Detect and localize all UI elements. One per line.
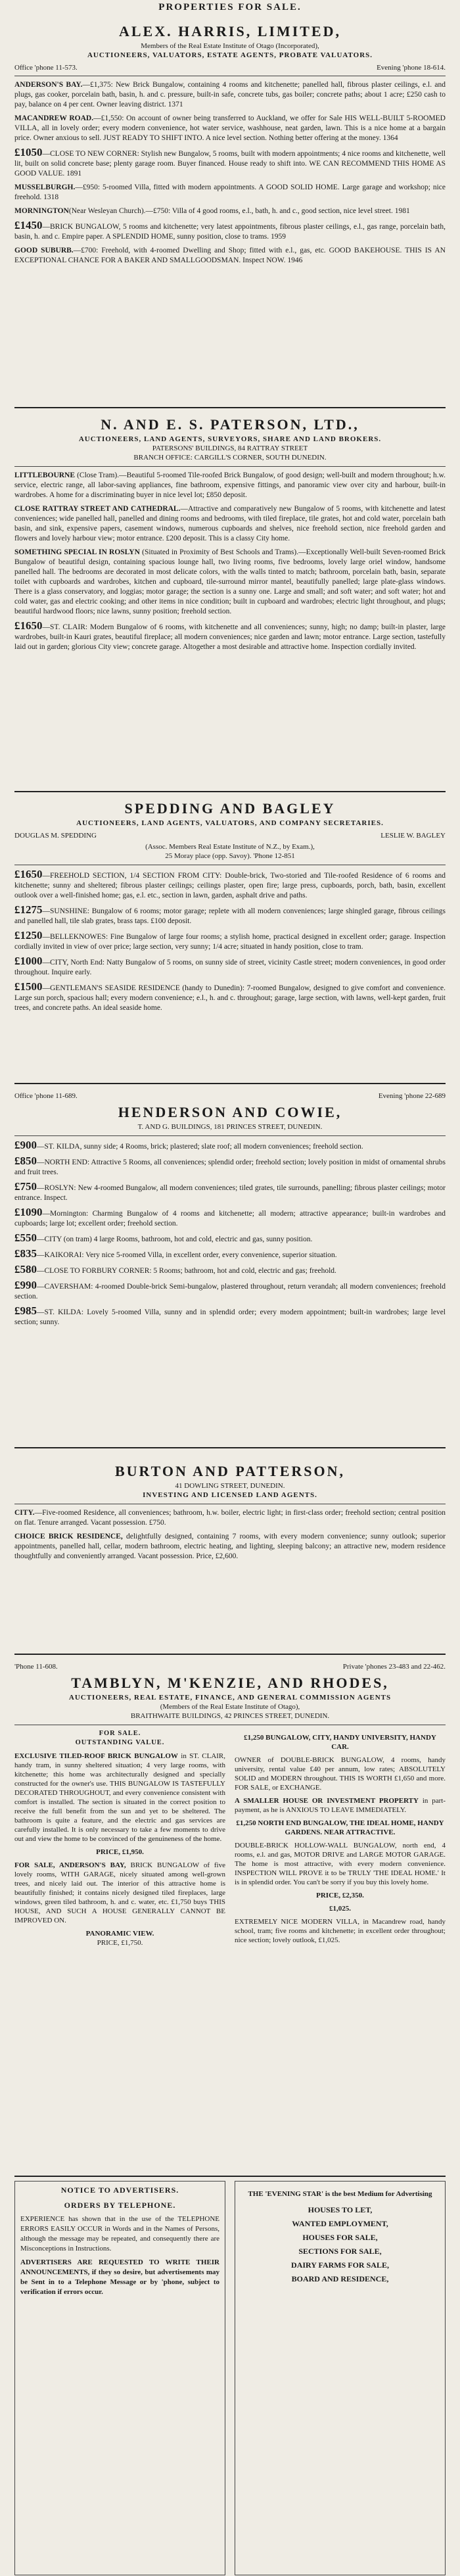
listing-item: GOOD SUBURB.—£700: Freehold, with 4-roomed Dwelling and Shop; fitted with e.l., gas, etc. GOOD BAKEHOUSE. THIS IS AN EXCEPTIONAL CHANCE FOR A BAKER AND SMALLGOODSMAN. Inspect NOW. 1946 [14,247,446,264]
category-item: HOUSES TO LET, [308,2205,373,2214]
listing-item: £1050—CLOSE TO NEW CORNER: Stylish new Bungalow, 5 rooms, built with modern appointments; 4 nice rooms and kitchenette, well lit, built on solid concrete base; plenty garage room. Buyer financed. House ready to shift into. WE CAN RECOMMEND THIS HOME AS GOOD VALUE. 1891 [14,146,446,178]
category-item: BOARD AND RESIDENCE, [291,2274,389,2283]
notice-to-advertisers [14,2181,225,2575]
listing-price: PRICE, £2,350. [316,1892,364,1899]
henderson-office-phone: Office 'phone 11-689. [14,1092,78,1100]
harris-firm-name: ALEX. HARRIS, LIMITED, [119,23,341,39]
listing-heading: £1,025. [329,1905,351,1913]
divider [14,2176,446,2177]
tamblyn-columns [14,1729,446,1951]
tamblyn-membership: (Members of the Real Estate Institute of Otago), [160,1703,300,1711]
tamblyn-phone: 'Phone 11-608. [14,1663,58,1671]
harris-listings [14,80,446,266]
paterson-firm-name: N. AND E. S. PATERSON, LTD., [101,416,359,433]
listing-item: EXTREMELY NICE MODERN VILLA, in Macandrew road, handy school, tram; five rooms and kitchenette; in excellent order throughout; nice section; lovely outlook, £1,025. [235,1918,446,1944]
harris-roles: AUCTIONEERS, VALUATORS, ESTATE AGENTS, PROBATE VALUATORS. [87,51,373,59]
spedding-roles: AUCTIONEERS, LAND AGENTS, VALUATORS, AND COMPANY SECRETARIES. [76,819,384,827]
listing-item: £750—ROSLYN: New 4-roomed Bungalow, all modern conveniences; tiled grates, tile surrounds, panelling; fibrous plaster ceilings; motor entrance. Inspect. [14,1180,446,1202]
notice-body: EXPERIENCE has shown that in the use of the TELEPHONE ERRORS EASILY OCCUR in Words and in the Names of Persons, although the message may be repeated, and consequently there are Misconceptions in Instructions. [20,2215,219,2253]
burton-firm-name: BURTON AND PATTERSON, [114,1463,346,1479]
listing-item: £990—CAVERSHAM: 4-roomed Double-brick Semi-bungalow, plastered throughout, return verandah; all modern conveniences; freehold section. [14,1279,446,1300]
listing-item: A SMALLER HOUSE OR INVESTMENT PROPERTY in part-payment, as he is ANXIOUS TO LEAVE IMMEDIATELY. [235,1797,446,1814]
listing-item: £835—KAIKORAI: Very nice 5-roomed Villa, in excellent order, every convenience, superior situation. [14,1247,337,1260]
paterson-roles: AUCTIONEERS, LAND AGENTS, SURVEYORS, SHARE AND LAND BROKERS. [78,435,382,443]
notices-row [14,2181,446,2575]
spedding-address: 25 Moray place (opp. Savoy). 'Phone 12-851 [165,852,295,860]
listing-item: OWNER of DOUBLE-BRICK BUNGALOW, 4 rooms, handy university, rental value £40 per annum, low rates; ABSOLUTELY SOLID and MODERN throughout. THIS IS WORTH £1,650 and more. FOR SALE, or EXCHANGE. [235,1756,446,1792]
evening-star-panel [235,2181,446,2575]
listing-item: CLOSE RATTRAY STREET AND CATHEDRAL.—Attractive and comparatively new Bungalow of 5 rooms, with kitchenette and latest conveniences; wide panelled hall, panelled and dining rooms and bedrooms, with tiled fireplace, tile grates, hot and cold water, porcelain bath basin, and sink, expensive papers, casement windows, numerous cupboards and shelves, nice freehold section, nice freehold garden and flowers and lovely harbour view; motor entrance. £200 deposit. This is a classy City home. [14,505,446,542]
paterson-address: PATERSONS' BUILDINGS, 84 RATTRAY STREET [152,444,308,452]
listing-item: £1275—SUNSHINE: Bungalow of 6 rooms; motor garage; replete with all modern conveniences; large shingled garage, fibrous ceilings and panelled hall, tile slab grates, brass taps. £100 deposit. [14,903,446,925]
category-item: WANTED EMPLOYMENT, [292,2219,388,2228]
category-item: DAIRY FARMS FOR SALE, [291,2260,389,2270]
paterson-branch: BRANCH OFFICE: CARGILL'S CORNER, SOUTH DUNEDIN. [133,454,327,462]
burton-roles: INVESTING AND LICENSED LAND AGENTS. [143,1491,317,1499]
listing-item: LITTLEBOURNE (Close Tram).—Beautiful 5-roomed Tile-roofed Brick Bungalow, of good design; well-built and modern throughout; h.w. service, electric range, all labor-saving appliances, fine bathroom, expensive fittings, and panoramic view over city and harbour, built-in wardrobes. A home for a discriminating buyer in nice level lot; £850 deposit. [14,471,446,499]
paterson-advert [14,412,446,787]
divider [14,1654,446,1655]
listing-item: ANDERSON'S BAY.—£1,375: New Brick Bungalow, containing 4 rooms and kitchenette; panelled hall, fibrous plaster ceilings, e.l. and plugs, gas cooker, porcelain bath, basin, h. and c. pressure, built-in safe, concrete tubs, gas boiler; concrete paths; about 1 acre; £250 cash to pay, balance on 4 per cent. Owner leaving district. 1371 [14,81,446,108]
henderson-phones [14,1092,446,1100]
spedding-partners [14,832,446,840]
listing-item: £985—ST. KILDA: Lovely 5-roomed Villa, sunny and in splendid order; every modern appointment; built-in wardrobes; large level section; sunny. [14,1304,446,1326]
henderson-advert [14,1088,446,1443]
listing-item: MACANDREW ROAD.—£1,550: On account of owner being transferred to Auckland, we offer for Sale HIS WELL-BUILT 5-ROOMED VILLA, all in lovely order; every modern convenience, hot water service, washhouse, neat garden, lawn. This is a nice home at a bargain price. Owner anxious to sell. JUST READY TO SHIFT INTO. A nice level section. Nothing better offering at the money. 1364 [14,114,446,142]
spedding-firm-name: SPEDDING AND BAGLEY [124,800,336,817]
listing-price: PRICE, £1,950. [96,1848,144,1856]
henderson-address: T. AND G. BUILDINGS, 181 PRINCES STREET, DUNEDIN. [137,1123,323,1131]
listing-item: EXCLUSIVE TILED-ROOF BRICK BUNGALOW in ST. CLAIR, handy tram, in sunny sheltered situation; 4 very large rooms, with kitchenette; this home was architecturally designed and specially constructed for the owner's use. THIS BUNGALOW IS TASTEFULLY DECORATED THROUGHOUT, and every convenience consistent with comfort is installed. The section is situated in the correct position to receive the full benefit from the sun and yet to be sheltered. The bathroom is quite a feature, and the electric and gas services are carefully installed. It is only necessary to take a few moments to drive out and view the home to be convinced of the genuineness of the home. [14,1752,226,1843]
category-item: HOUSES FOR SALE, [302,2233,378,2242]
listing-item: £1500—GENTLEMAN'S SEASIDE RESIDENCE (handy to Dunedin): 7-roomed Bungalow, designed to give comfort and convenience. Large sun porch, spacious hall; every modern convenience; e.l., h. and c. throughout; garage, large section, with lawns, well-kept garden, fruit trees, and concrete paths. An ideal seaside home. [14,980,446,1012]
burton-address: 41 DOWLING STREET, DUNEDIN. [175,1482,285,1490]
notice-title: NOTICE TO ADVERTISERS. [60,2185,179,2195]
tamblyn-roles: AUCTIONEERS, REAL ESTATE, FINANCE, AND GENERAL COMMISSION AGENTS [68,1694,392,1702]
listing-item: MORNINGTON(Near Wesleyan Church).—£750: Villa of 4 good rooms, e.l., bath, h. and c., good section, nice level street. 1981 [14,207,410,215]
harris-membership: Members of the Real Estate Institute of Otago (Incorporated), [141,42,319,50]
listing-item: £550—CITY (on tram) 4 large Rooms, bathroom, hot and cold, electric and gas, sunny position. [14,1231,313,1244]
tamblyn-left-column [14,1729,225,1951]
listing-heading: £1,250 NORTH END BUNGALOW, THE IDEAL HOME, HANDY GARDENS. NEAR ATTRACTIVE. [236,1819,444,1836]
tamblyn-firm-name: TAMBLYN, M'KENZIE, AND RHODES, [71,1675,389,1691]
spedding-partner: DOUGLAS M. SPEDDING [14,832,97,840]
listing-item: £1650—ST. CLAIR: Modern Bungalow of 6 rooms, with kitchenette and all conveniences; sunny, high; no damp; built-in plaster, large wardrobes, built-in Kauri grates, beautiful fireplace; all modern conveniences; nice garden and lawn; motor entrance. Large section, tastefully laid out in garden; glorious City view; concrete garage. Altogether a most desirable and attractive home. Inspection cordially invited. [14,619,446,651]
listing-price: PANORAMIC VIEW. PRICE, £1,750. [85,1930,154,1947]
listing-item: £1450—BRICK BUNGALOW, 5 rooms and kitchenette; very latest appointments, fibrous plaster ceilings, e.l., gas range, porcelain bath, basin, h. and c. Empire paper. A SPLENDID HOME, sunny position, close to trams. 1959 [14,219,446,241]
category-item: SECTIONS FOR SALE, [298,2247,382,2256]
tamblyn-advert [14,1659,446,2172]
divider [14,1135,446,1136]
harris-office-phone: Office 'phone 11-573. [14,64,78,72]
listing-heading: £1,250 BUNGALOW, CITY, HANDY UNIVERSITY, HANDY CAR. [244,1734,436,1751]
tamblyn-right-column [235,1729,446,1951]
listing-item: CHOICE BRICK RESIDENCE, delightfully designed, containing 7 rooms, with every modern convenience; sunny outlook; superior appointments, panelled hall, cellar, modern bathroom, electric heating, and lighting, sleeping balcony; an attractive new, modern residence thoughtfully and conveniently arranged. Vacant possession. Price, £2,600. [14,1533,446,1560]
notice-subtitle: ORDERS BY TELEPHONE. [64,2201,176,2210]
tamblyn-private-phones: Private 'phones 23-483 and 22-462. [342,1663,446,1671]
listing-item: £900—ST. KILDA, sunny side; 4 Rooms, brick; plastered; slate roof; all modern conveniences; freehold section. [14,1139,363,1151]
divider [14,407,446,408]
harris-evening-phone: Evening 'phone 18-614. [377,64,446,72]
advertising-categories [241,2203,440,2286]
listing-item: MUSSELBURGH.—£950: 5-roomed Villa, fitted with modern appointments. A GOOD SOLID HOME. Large garage and workshop; nice freehold. 1318 [14,183,446,201]
listing-item: SOMETHING SPECIAL IN ROSLYN (Situated in Proximity of Best Schools and Trams).—Exceptionally Well-built Seven-roomed Brick Bungalow of beautiful design, containing spacious lounge hall, two living rooms, five bedrooms, lovely large oriel window, handsome panelled hall. The bedrooms are decorated in most delicate colors, with the walls tinted to match; bathroom, porcelain bath, basin, separate toilet with cupboards and wardrobes, kitchen and cupboard, tile-surround mirror mantel, beautifully panelled; large plate-glass windows. There is a glass conservatory, and loggias; motor garage; the section is a sunny one. Large and small; and soft water; and soft water; hot and cold water, gas and electric cooking; and other items in nice condition; built in cupboard and wardrobes; electric light throughout, and plugs; beautiful hardwood floors; nice lawns, sunny position; freehold section. [14,548,446,615]
harris-advert [14,19,446,403]
henderson-firm-name: HENDERSON AND COWIE, [118,1104,342,1120]
divider [14,791,446,792]
harris-phones [14,64,446,72]
for-sale-label: FOR SALE. [99,1730,141,1737]
listing-item: £1090—Mornington: Charming Bungalow of 4 rooms and kitchenette; all modern; attractive appearance; built-in wardrobes and cupboards; large lot; excellent order; freehold section. [14,1206,446,1228]
section-heading: PROPERTIES FOR SALE. [158,2,302,12]
divider [14,1447,446,1448]
tamblyn-phones [14,1663,446,1671]
listing-item: DOUBLE-BRICK HOLLOW-WALL BUNGALOW, north end, 4 rooms, e.l. and gas, MOTOR DRIVE and LARGE MOTOR GARAGE. The home is most attractive, with every modern convenience. INSPECTION WILL PROVE it to be TRULY 'THE IDEAL HOME.' It is in splendid order. You can't be sorry if you buy this lovely home. [235,1842,446,1886]
notice-footer: ADVERTISERS ARE REQUESTED TO WRITE THEIR ANNOUNCEMENTS, if they so desire, but advertisements may be Sent in to a Telephone Message or by 'phone, subject to verification if errors occur. [20,2258,219,2296]
listing-item: £1250—BELLEKNOWES: Fine Bungalow of large four rooms; a stylish home, practical designed in excellent order; garage. Inspection cordially invited in view of over price; large section, very sunny; 1/4 acre; situated in handy position, close to tram. [14,929,446,951]
divider [14,1083,446,1084]
listing-item: £850—NORTH END: Attractive 5 Rooms, all conveniences; splendid order; freehold section; lovely position in midst of ornamental shrubs and fruit trees. [14,1155,446,1176]
spedding-advert [14,796,446,1079]
listing-item: FOR SALE, ANDERSON'S BAY, BRICK BUNGALOW of five lovely rooms, WITH GARAGE, nicely situated among well-grown trees, and nicely laid out. The interior of this attractive home is beautifully finished; it contains nicely designed tiled fireplaces, large windows, green tiled bathroom, h. and c. water, etc. £1,750 buys THIS HOUSE, AND SUCH A HOUSE GENERALLY CANNOT BE IMPROVED ON. [14,1861,225,1924]
spedding-association: (Assoc. Members Real Estate Institute of N.Z., by Exam.), [145,843,315,851]
divider [14,466,446,467]
burton-advert [14,1452,446,1650]
spedding-partner: LESLIE W. BAGLEY [380,832,446,840]
listing-item: £1650—FREEHOLD SECTION, 1/4 SECTION FROM CITY: Double-brick, Two-storied and Tile-roofed Residence of 6 rooms and kitchenette; sunny and sheltered; fibrous plaster ceilings; ceilings plaster, open fire; large press, cupboards, porch, bath, basin, excellent outlook over a well-finished home; gas, e.l. etc., section in lawn, garden, asphalt drive and paths. [14,868,446,899]
tamblyn-address: BRAITHWAITE BUILDINGS, 42 PRINCES STREET, DUNEDIN. [130,1712,330,1720]
listing-item: £1000—CITY, North End: Natty Bungalow of 5 rooms, on sunny side of street, vicinity Castle street; modern conveniences, in good order throughout. Inquire early. [14,955,446,976]
listing-item: £580—CLOSE TO FORBURY CORNER: 5 Rooms; bathroom, hot and cold, electric and gas; freehold. [14,1263,336,1276]
listing-item: CITY.—Five-roomed Residence, all conveniences; bathroom, h.w. boiler, electric light; in first-class order; freehold section; central position on flat. Tenure arranged. Vacant possession. £750. [14,1509,446,1527]
outstanding-label: OUTSTANDING VALUE. [75,1739,165,1746]
henderson-evening-phone: Evening 'phone 22-689 [378,1092,446,1100]
evening-star-intro: THE 'EVENING STAR' is the best Medium for Advertising [248,2190,432,2198]
